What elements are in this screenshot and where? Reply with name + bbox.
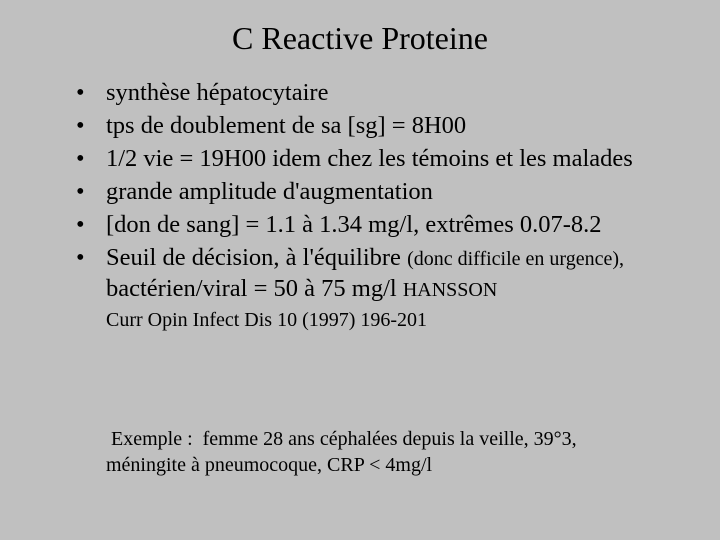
bullet-item-synthesis — [72, 78, 692, 108]
bullet-icon: • — [76, 112, 85, 139]
bullet-text: grande amplitude d'augmentation — [106, 178, 433, 205]
example-block — [106, 426, 706, 478]
bullet-icon: • — [76, 244, 85, 271]
bullet-item-blood-donor — [72, 210, 692, 240]
bullet-item-half-life — [72, 144, 692, 174]
bullet-text: [don de sang] = 1.1 à 1.34 mg/l, extrêmes 0.07-8.2 — [106, 211, 602, 238]
bullet-icon: • — [76, 211, 85, 238]
urgency-note: (donc difficile en urgence), — [407, 248, 625, 270]
bullet-icon: • — [76, 178, 85, 205]
example-line-1: Exemple : femme 28 ans céphalées depuis la veille, 39°3, — [106, 428, 577, 450]
bullet-text: synthèse hépatocytaire — [106, 79, 329, 106]
bullet-item-decision-threshold — [72, 243, 692, 335]
bullet-text: tps de doublement de sa [sg] = 8H00 — [106, 112, 467, 139]
bullet-list — [72, 78, 692, 338]
threshold-text: Seuil de décision, à l'équilibre — [106, 244, 408, 271]
bullet-icon: • — [76, 145, 85, 172]
bullet-item-doubling-time — [72, 111, 692, 141]
journal-reference: Curr Opin Infect Dis 10 (1997) 196-201 — [106, 309, 428, 331]
bullet-text: 1/2 vie = 19H00 idem chez les témoins et les malades — [106, 145, 633, 172]
bacterial-viral-text: bactérien/viral = 50 à 75 mg/l — [106, 275, 403, 302]
bullet-icon: • — [76, 79, 85, 106]
slide-title: C Reactive Proteine — [232, 20, 488, 56]
example-line-2: méningite à pneumocoque, CRP < 4mg/l — [106, 454, 433, 476]
author-name: HANSSON — [402, 279, 498, 301]
bullet-item-amplitude — [72, 177, 692, 207]
